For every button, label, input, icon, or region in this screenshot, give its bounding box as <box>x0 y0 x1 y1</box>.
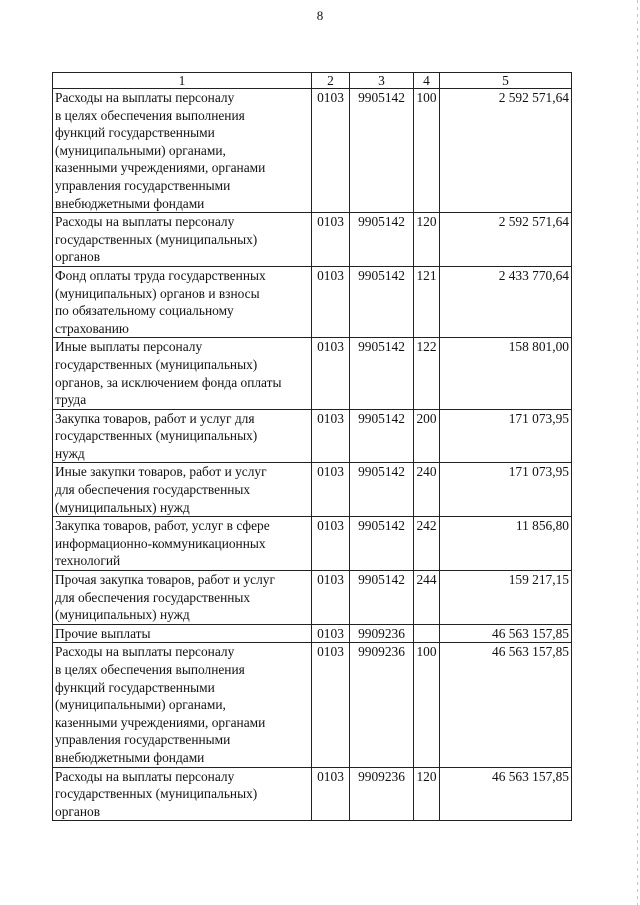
table-row <box>53 213 572 267</box>
cell-amount: 11 856,80 <box>440 517 572 571</box>
cell-amount: 46 563 157,85 <box>440 643 572 767</box>
table-row <box>53 571 572 625</box>
cell-section: 0103 <box>312 571 350 625</box>
cell-article: 9905142 <box>350 266 414 337</box>
cell-name: Расходы на выплаты персоналу в целях обеспечения выполнения функций государственными (муниципальными) органами, казенными учреждениями, органами управления государственными внебюджетными фондами <box>53 89 312 213</box>
table-body <box>53 89 572 821</box>
cell-amount: 171 073,95 <box>440 463 572 517</box>
column-header-amount: 5 <box>440 73 572 89</box>
cell-type: 244 <box>414 571 440 625</box>
cell-amount: 158 801,00 <box>440 338 572 409</box>
budget-table <box>52 72 572 821</box>
cell-name: Иные закупки товаров, работ и услуг для обеспечения государственных (муниципальных) нужд <box>53 463 312 517</box>
cell-type: 100 <box>414 643 440 767</box>
cell-section: 0103 <box>312 213 350 267</box>
cell-type: 240 <box>414 463 440 517</box>
table-row <box>53 409 572 463</box>
cell-type: 242 <box>414 517 440 571</box>
page-number: 8 <box>316 8 324 23</box>
cell-section: 0103 <box>312 409 350 463</box>
cell-section: 0103 <box>312 767 350 821</box>
cell-type: 200 <box>414 409 440 463</box>
cell-type: 122 <box>414 338 440 409</box>
cell-type <box>414 624 440 643</box>
cell-article: 9905142 <box>350 89 414 213</box>
cell-type: 121 <box>414 266 440 337</box>
cell-section: 0103 <box>312 643 350 767</box>
cell-amount: 2 592 571,64 <box>440 89 572 213</box>
cell-type: 100 <box>414 89 440 213</box>
cell-section: 0103 <box>312 266 350 337</box>
cell-amount: 171 073,95 <box>440 409 572 463</box>
cell-name: Прочие выплаты <box>53 624 312 643</box>
cell-article: 9909236 <box>350 643 414 767</box>
cell-article: 9905142 <box>350 409 414 463</box>
table-row <box>53 643 572 767</box>
cell-amount: 2 433 770,64 <box>440 266 572 337</box>
table-row <box>53 624 572 643</box>
table-row <box>53 767 572 821</box>
table-row <box>53 463 572 517</box>
cell-amount: 46 563 157,85 <box>440 767 572 821</box>
table-header-row <box>53 73 572 89</box>
cell-article: 9909236 <box>350 767 414 821</box>
table-row <box>53 517 572 571</box>
column-header-name: 1 <box>53 73 312 89</box>
cell-name: Закупка товаров, работ, услуг в сфере информационно-коммуникационных технологий <box>53 517 312 571</box>
cell-name: Расходы на выплаты персоналу в целях обеспечения выполнения функций государственными (муниципальными) органами, казенными учреждениями, органами управления государственными внебюджетными фондами <box>53 643 312 767</box>
cell-article: 9905142 <box>350 338 414 409</box>
cell-name: Фонд оплаты труда государственных (муниципальных) органов и взносы по обязательному социальному страхованию <box>53 266 312 337</box>
cell-name: Иные выплаты персоналу государственных (муниципальных) органов, за исключением фонда оплаты труда <box>53 338 312 409</box>
cell-amount: 2 592 571,64 <box>440 213 572 267</box>
column-header-type: 4 <box>414 73 440 89</box>
cell-name: Прочая закупка товаров, работ и услуг для обеспечения государственных (муниципальных) нужд <box>53 571 312 625</box>
cell-article: 9905142 <box>350 463 414 517</box>
cell-name: Расходы на выплаты персоналу государственных (муниципальных) органов <box>53 213 312 267</box>
cell-article: 9905142 <box>350 571 414 625</box>
scan-edge-artifact <box>637 0 638 905</box>
table-row <box>53 266 572 337</box>
table-row <box>53 338 572 409</box>
cell-amount: 159 217,15 <box>440 571 572 625</box>
cell-section: 0103 <box>312 517 350 571</box>
cell-type: 120 <box>414 213 440 267</box>
table-row <box>53 89 572 213</box>
cell-section: 0103 <box>312 624 350 643</box>
column-header-section: 2 <box>312 73 350 89</box>
cell-section: 0103 <box>312 89 350 213</box>
column-header-article: 3 <box>350 73 414 89</box>
cell-name: Закупка товаров, работ и услуг для государственных (муниципальных) нужд <box>53 409 312 463</box>
cell-section: 0103 <box>312 463 350 517</box>
cell-article: 9905142 <box>350 213 414 267</box>
cell-name: Расходы на выплаты персоналу государственных (муниципальных) органов <box>53 767 312 821</box>
cell-section: 0103 <box>312 338 350 409</box>
cell-amount: 46 563 157,85 <box>440 624 572 643</box>
cell-article: 9909236 <box>350 624 414 643</box>
cell-article: 9905142 <box>350 517 414 571</box>
cell-type: 120 <box>414 767 440 821</box>
